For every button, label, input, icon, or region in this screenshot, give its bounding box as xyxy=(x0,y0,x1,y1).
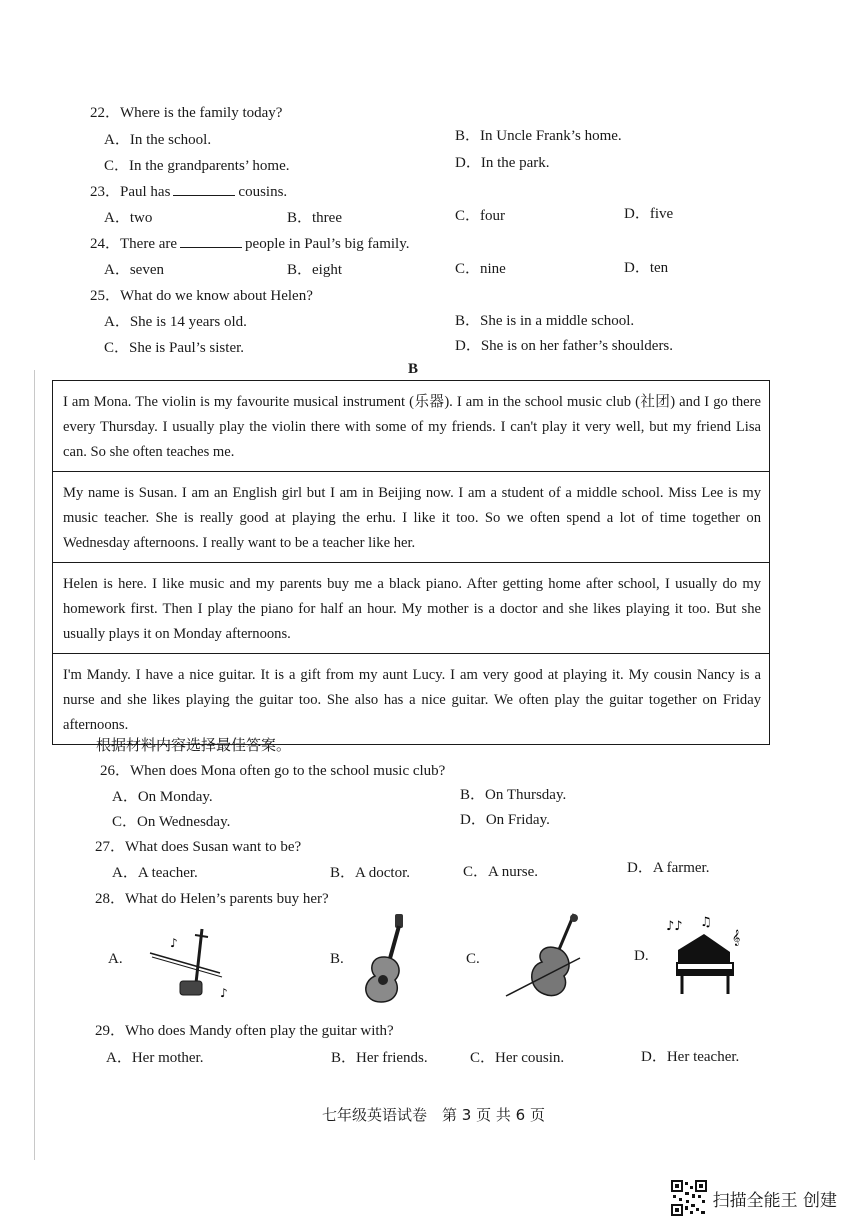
scanner-watermark xyxy=(671,1180,837,1216)
reading-passages xyxy=(52,380,770,745)
option-22-c: C．In the grandparents’ home. xyxy=(104,158,290,174)
passage-mandy: I'm Mandy. I have a nice guitar. It is a gift from my aunt Lucy. I am very good at playing it. My cousin Nancy is a nurse and she likes playing the guitar too. She also has a nice guitar. We often play the guitar together on Friday afternoons. xyxy=(53,653,769,744)
option-27-d: D．A farmer. xyxy=(627,860,710,876)
answer-blank xyxy=(173,194,235,196)
svg-text:♪♪: ♪♪ xyxy=(666,919,683,934)
option-23-c: C．four xyxy=(455,208,505,224)
option-22-b: B．In Uncle Frank’s home. xyxy=(455,128,622,144)
scan-edge-line xyxy=(34,370,35,1160)
question-26-stem: 26．When does Mona often go to the school music club? xyxy=(100,763,446,779)
question-28-stem: 28．What do Helen’s parents buy her? xyxy=(95,891,329,907)
svg-text:♪: ♪ xyxy=(220,986,228,1000)
watermark-text: 扫描全能王 创建 xyxy=(712,1190,837,1211)
instruction-text: 根据材料内容选择最佳答案。 xyxy=(96,738,292,754)
option-27-a: A．A teacher. xyxy=(112,865,198,881)
option-26-c: C．On Wednesday. xyxy=(112,814,231,830)
svg-text:♫: ♫ xyxy=(700,915,712,930)
question-27-stem: 27．What does Susan want to be? xyxy=(95,839,302,855)
option-25-b: B．She is in a middle school. xyxy=(455,313,635,329)
option-24-a: A．seven xyxy=(104,262,164,278)
passage-susan: My name is Susan. I am an English girl but I am in Beijing now. I am a student of a middle school. Miss Lee is my music teacher. She is really good at playing the erhu. I like it too. So we often spend a lot of time together on Wednesday afternoons. I really want to be a teacher like her. xyxy=(53,471,769,562)
option-28-a-label: A. xyxy=(108,951,123,967)
option-27-c: C．A nurse. xyxy=(463,864,539,880)
page-footer: 七年级英语试卷 第 3 页 共 6 页 xyxy=(322,1106,545,1124)
erhu-icon xyxy=(140,925,232,1003)
answer-blank xyxy=(180,246,242,248)
qr-code-icon xyxy=(671,1180,707,1216)
question-25-stem: 25．What do we know about Helen? xyxy=(90,288,313,304)
option-29-a: A．Her mother. xyxy=(106,1050,204,1066)
option-26-b: B．On Thursday. xyxy=(460,787,567,803)
passage-mona: I am Mona. The violin is my favourite musical instrument (乐器). I am in the school music club (社团) and I go there every Thursday. I usually play the violin there with some of my friends. I can't play it very well, but my friend Lisa can. So she often teaches me. xyxy=(63,394,761,460)
option-25-a: A．She is 14 years old. xyxy=(104,314,247,330)
option-27-b: B．A doctor. xyxy=(330,865,411,881)
option-26-d: D．On Friday. xyxy=(460,812,550,828)
option-24-d: D．ten xyxy=(624,260,669,276)
option-25-c: C．She is Paul’s sister. xyxy=(104,340,245,356)
section-heading: B xyxy=(408,361,419,377)
guitar-icon xyxy=(355,912,415,1007)
svg-text:𝄞: 𝄞 xyxy=(732,930,741,946)
option-22-d: D．In the park. xyxy=(455,155,550,171)
option-29-c: C．Her cousin. xyxy=(470,1050,565,1066)
option-23-d: D．five xyxy=(624,206,674,222)
question-23-stem: 23．Paul has cousins. xyxy=(90,184,288,200)
option-23-a: A．two xyxy=(104,210,153,226)
option-22-a: A．In the school. xyxy=(104,132,212,148)
passage-helen: Helen is here. I like music and my parents buy me a black piano. After getting home after school, I usually do my homework first. Then I play the piano for half an hour. My mother is a doctor and she likes playing it too. But she usually plays it on Monday afternoons. xyxy=(53,562,769,653)
option-23-b: B．three xyxy=(287,210,342,226)
question-22-stem: 22．Where is the family today? xyxy=(90,105,283,121)
option-28-c-label: C. xyxy=(466,951,480,967)
piano-icon xyxy=(660,912,748,1000)
option-24-b: B．eight xyxy=(287,262,342,278)
option-29-b: B．Her friends. xyxy=(331,1050,428,1066)
option-28-d-label: D. xyxy=(634,948,649,964)
option-29-d: D．Her teacher. xyxy=(641,1049,740,1065)
option-25-d: D．She is on her father’s shoulders. xyxy=(455,338,674,354)
svg-text:♪: ♪ xyxy=(170,936,178,950)
option-28-b-label: B. xyxy=(330,951,344,967)
question-24-stem: 24．There are people in Paul’s big family. xyxy=(90,236,410,252)
violin-icon xyxy=(500,910,590,1005)
option-24-c: C．nine xyxy=(455,261,506,277)
option-26-a: A．On Monday. xyxy=(112,789,213,805)
question-29-stem: 29．Who does Mandy often play the guitar with? xyxy=(95,1023,394,1039)
